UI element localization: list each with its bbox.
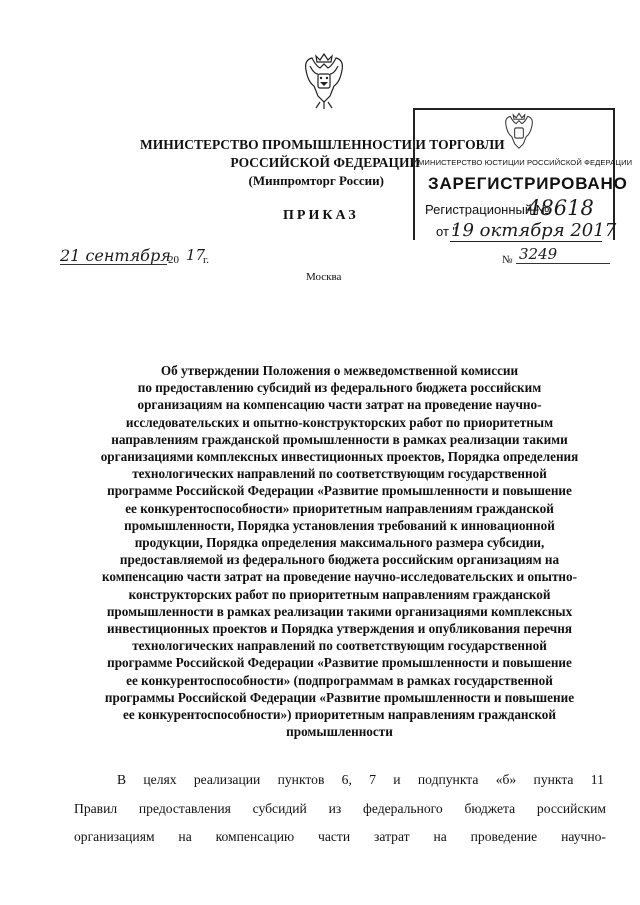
body-word: 7 [369,772,376,787]
city: Москва [306,271,342,283]
body-word: научно- [561,829,606,844]
title-line: промышленности [286,724,393,740]
body-paragraph-line [74,801,606,817]
order-title [56,362,623,740]
order-number-underline [516,263,610,264]
doc-type-title: ПРИКАЗ [283,208,359,223]
body-paragraph-line [74,829,606,845]
title-line: предоставляемой из федерального бюджета российским организациям на [119,552,560,568]
ministry-header [140,136,505,190]
body-word: В [117,772,127,787]
stamp-registered: ЗАРЕГИСТРИРОВАНО [428,174,628,193]
body-word: части [318,829,351,844]
order-date-handwritten: 21 сентября [60,246,171,265]
title-line: ее конкурентоспособности» приоритетным направлениям гражданской [125,500,554,516]
body-word: реализации [193,772,261,787]
title-line: программе Российской Федерации «Развитие промышленности и повышение [107,655,572,671]
russian-emblem-icon [300,52,348,110]
body-word: пунктов [277,772,325,787]
body-word: субсидий [252,801,307,816]
stamp-reg-label: Регистрационный № [425,202,550,217]
body-word: и [393,772,401,787]
body-word: федерального [363,801,443,816]
body-word: 11 [590,772,604,787]
body-word: Правил [74,801,118,816]
title-line: конструкторских работ по приоритетным направлениям гражданской [128,586,551,602]
body-word: компенсацию [215,829,295,844]
ministry-abbr: (Минпромторг России) [248,173,384,188]
stamp-emblem-icon [501,112,537,154]
title-line: исследовательских и опытно-конструкторских работ по приоритетным [125,414,554,430]
title-line: компенсацию части затрат на проведение научно-исследовательских и опытно- [101,569,578,585]
order-year-prefix: 20 [168,254,179,266]
stamp-date-value: 19 октября 2017 [451,220,617,241]
title-line: промышленности в рамках реализации такими организациями комплексных [106,603,573,619]
order-number-handwritten: 3249 [519,245,558,263]
body-word: затрат [374,829,410,844]
body-word: «б» [495,772,517,787]
body-word: из [328,801,342,816]
title-line: инвестиционных проектов и Порядка утверждения и опубликования перечня [107,621,572,637]
title-line: Об утверждении Положения о межведомственной комиссии [160,363,519,378]
order-number-prefix: № [502,254,513,266]
order-date-underline [60,264,167,265]
body-word: целях [143,772,177,787]
body-paragraph-line [117,772,604,788]
title-line: ее конкурентоспособности») приоритетным направлениям гражданской [122,707,556,723]
body-word: организациям [74,829,155,844]
body-word: пункта [533,772,574,787]
title-line: промышленности, Порядка установления требований к инновационной [124,517,555,533]
body-word: на [433,829,447,844]
title-line: организациям на компенсацию части затрат на проведение научно- [137,397,542,413]
order-year-handwritten: 17 [186,246,206,264]
ministry-name-line1: МИНИСТЕРСТВО ПРОМЫШЛЕННОСТИ И ТОРГОВЛИ [140,137,505,152]
body-word: предоставления [138,801,231,816]
stamp-date-label: от " [436,224,458,239]
body-word: 6, [341,772,352,787]
order-year-suffix: г. [203,254,210,266]
title-line: продукции, Порядка определения максимального размера субсидии, [134,535,545,551]
body-word: проведение [470,829,538,844]
body-word: российским [536,801,606,816]
title-line: ее конкурентоспособности» (подпрограммам в рамках государственной [126,672,553,688]
body-word: бюджета [464,801,516,816]
title-line: направлениям гражданской промышленности в рамках реализации такими [111,431,568,447]
title-line: организациями комплексных инвестиционных проектов, Порядка определения [100,449,579,465]
stamp-date-underline [450,241,602,242]
stamp-ministry: МИНИСТЕРСТВО ЮСТИЦИИ РОССИЙСКОЙ ФЕДЕРАЦИИ [418,158,633,167]
body-word: подпункта [417,772,479,787]
title-line: по предоставлению субсидий из федерального бюджета российским [137,380,542,396]
body-word: на [178,829,192,844]
title-line: программе Российской Федерации «Развитие промышленности и повышение [107,483,572,499]
title-line: технологических направлений по соответствующим государственной [132,466,547,482]
stamp-reg-number: 48618 [527,196,594,220]
ministry-name-line2: РОССИЙСКОЙ ФЕДЕРАЦИИ [230,155,420,170]
title-line: технологических направлений по соответствующим государственной [132,638,547,654]
title-line: программы Российской Федерации «Развитие промышленности и повышение [104,689,575,705]
